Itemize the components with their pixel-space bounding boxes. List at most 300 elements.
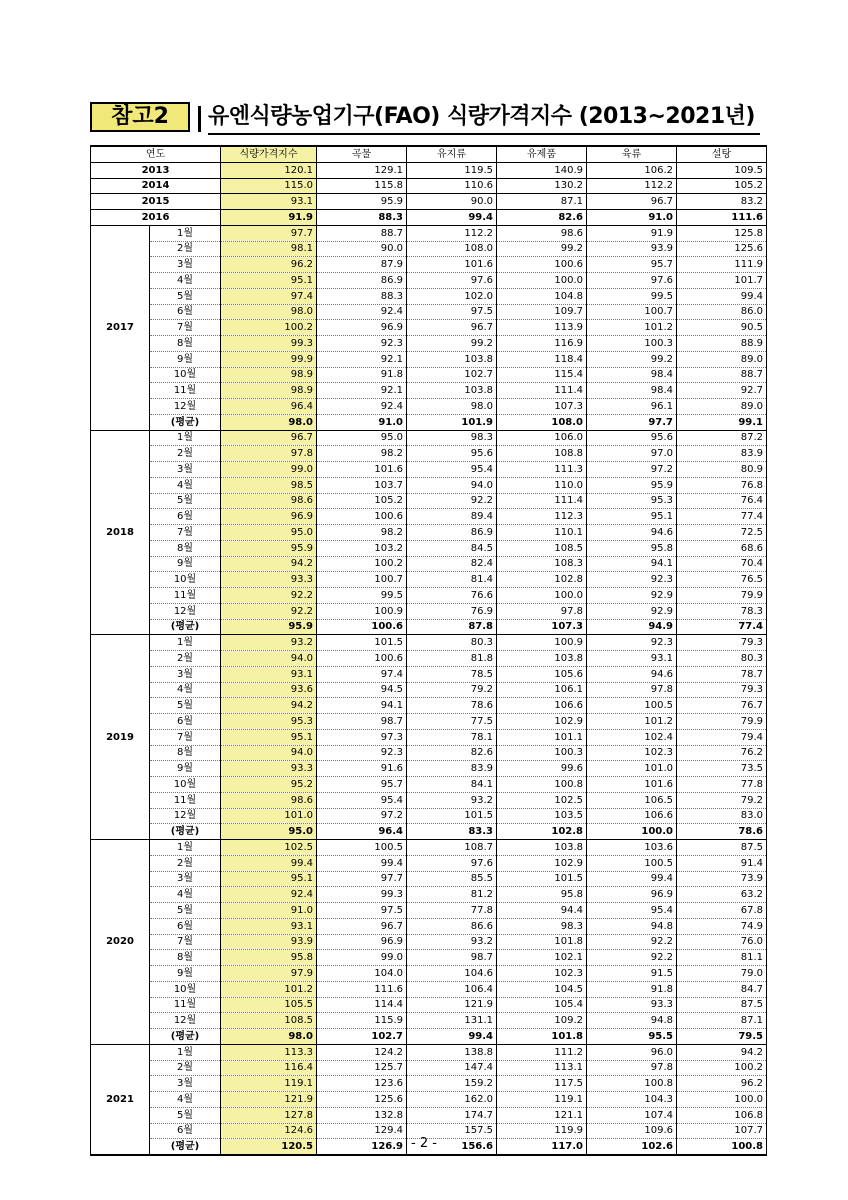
- table-cell: 101.6: [317, 462, 407, 478]
- table-cell: 105.2: [317, 493, 407, 509]
- table-cell: 95.1: [221, 871, 317, 887]
- table-cell: 108.5: [497, 540, 587, 556]
- table-cell: 94.8: [587, 1013, 677, 1029]
- table-cell: 100.8: [497, 777, 587, 793]
- table-cell: 76.5: [677, 572, 767, 588]
- table-cell: 80.3: [407, 635, 497, 651]
- table-row: [91, 950, 767, 966]
- table-cell: 99.4: [407, 1029, 497, 1045]
- table-cell: 102.3: [497, 966, 587, 982]
- month-cell: 11월: [150, 383, 221, 399]
- table-cell: 99.2: [587, 351, 677, 367]
- table-cell: 123.6: [317, 1076, 407, 1092]
- table-row: [91, 399, 767, 415]
- table-cell: 92.2: [587, 934, 677, 950]
- table-cell: 100.5: [587, 855, 677, 871]
- table-cell: 84.7: [677, 981, 767, 997]
- table-cell: 93.1: [587, 651, 677, 667]
- table-cell: 104.5: [497, 981, 587, 997]
- header-oils: 유지류: [407, 146, 497, 162]
- table-cell: 102.1: [497, 950, 587, 966]
- table-row: [91, 540, 767, 556]
- table-row: [91, 336, 767, 352]
- table-cell: 92.2: [587, 950, 677, 966]
- table-cell: 74.9: [677, 918, 767, 934]
- month-cell: 11월: [150, 588, 221, 604]
- table-cell: 93.1: [221, 194, 317, 210]
- page-number: - 2 -: [411, 1136, 437, 1151]
- table-cell: 103.8: [407, 351, 497, 367]
- table-cell: 76.8: [677, 477, 767, 493]
- table-cell: 107.7: [677, 1123, 767, 1139]
- table-row: [91, 729, 767, 745]
- table-cell: 120.5: [221, 1139, 317, 1155]
- table-row: [91, 257, 767, 273]
- table-row: [91, 918, 767, 934]
- table-cell: 98.6: [221, 792, 317, 808]
- table-cell: 100.9: [497, 635, 587, 651]
- table-cell: 100.2: [221, 320, 317, 336]
- month-cell: 12월: [150, 399, 221, 415]
- table-cell: 91.4: [677, 855, 767, 871]
- table-cell: 95.6: [587, 430, 677, 446]
- table-cell: 95.4: [407, 462, 497, 478]
- table-cell: 87.1: [497, 194, 587, 210]
- table-row: [91, 446, 767, 462]
- table-cell: 73.9: [677, 871, 767, 887]
- table-cell: 76.7: [677, 698, 767, 714]
- table-cell: 111.4: [497, 383, 587, 399]
- table-cell: 79.4: [677, 729, 767, 745]
- table-cell: 97.6: [407, 855, 497, 871]
- table-row: [91, 288, 767, 304]
- table-cell: 87.5: [677, 997, 767, 1013]
- table-cell: 77.8: [407, 903, 497, 919]
- header-cereals: 곡물: [317, 146, 407, 162]
- table-cell: 99.5: [317, 588, 407, 604]
- table-cell: 73.5: [677, 761, 767, 777]
- year-cell: 2017: [91, 225, 150, 430]
- month-cell: 8월: [150, 336, 221, 352]
- table-cell: 83.3: [407, 824, 497, 840]
- table-cell: 97.3: [317, 729, 407, 745]
- table-cell: 76.0: [677, 934, 767, 950]
- month-cell: 3월: [150, 257, 221, 273]
- table-cell: 92.2: [407, 493, 497, 509]
- month-cell: 8월: [150, 950, 221, 966]
- table-cell: 95.0: [317, 430, 407, 446]
- table-cell: 101.0: [221, 808, 317, 824]
- table-cell: 96.7: [221, 430, 317, 446]
- table-cell: 118.4: [497, 351, 587, 367]
- month-cell: 1월: [150, 1044, 221, 1060]
- table-cell: 70.4: [677, 556, 767, 572]
- title-text: 유엔식량농업기구(FAO) 식량가격지수 (2013~2021년): [208, 104, 755, 129]
- table-cell: 98.6: [497, 225, 587, 241]
- table-cell: 113.3: [221, 1044, 317, 1060]
- table-cell: 107.3: [497, 619, 587, 635]
- table-cell: 129.4: [317, 1123, 407, 1139]
- table-cell: 100.2: [317, 556, 407, 572]
- table-row: [91, 871, 767, 887]
- month-cell: 6월: [150, 918, 221, 934]
- table-row: [91, 556, 767, 572]
- table-row: [91, 304, 767, 320]
- table-cell: 95.4: [317, 792, 407, 808]
- table-cell: 130.2: [497, 178, 587, 194]
- table-cell: 115.0: [221, 178, 317, 194]
- table-cell: 101.5: [497, 871, 587, 887]
- table-cell: 94.4: [497, 903, 587, 919]
- table-cell: 113.1: [497, 1060, 587, 1076]
- table-row: [91, 367, 767, 383]
- table-cell: 88.7: [317, 225, 407, 241]
- month-cell: 3월: [150, 666, 221, 682]
- table-cell: 124.6: [221, 1123, 317, 1139]
- table-cell: 97.5: [317, 903, 407, 919]
- table-cell: 96.9: [317, 320, 407, 336]
- table-cell: 79.9: [677, 588, 767, 604]
- table-cell: 120.1: [221, 162, 317, 178]
- table-cell: 95.0: [221, 525, 317, 541]
- table-cell: 76.2: [677, 745, 767, 761]
- table-cell: 89.4: [407, 509, 497, 525]
- table-cell: 89.0: [677, 351, 767, 367]
- month-cell: 6월: [150, 509, 221, 525]
- table-cell: 82.6: [407, 745, 497, 761]
- table-cell: 99.4: [317, 855, 407, 871]
- table-cell: 95.9: [221, 540, 317, 556]
- month-cell: 1월: [150, 430, 221, 446]
- table-row: [91, 635, 767, 651]
- table-cell: 109.5: [677, 162, 767, 178]
- table-cell: 100.5: [587, 698, 677, 714]
- table-row-annual: [91, 178, 767, 194]
- month-cell: 4월: [150, 887, 221, 903]
- table-cell: 83.9: [407, 761, 497, 777]
- table-cell: 87.5: [677, 840, 767, 856]
- table-cell: 92.4: [317, 304, 407, 320]
- table-cell: 95.3: [221, 714, 317, 730]
- table-cell: 100.6: [497, 257, 587, 273]
- table-row: [91, 273, 767, 289]
- month-cell: 2월: [150, 241, 221, 257]
- table-cell: 106.2: [587, 162, 677, 178]
- table-cell: 87.2: [677, 430, 767, 446]
- table-cell: 116.9: [497, 336, 587, 352]
- table-cell: 79.3: [677, 682, 767, 698]
- table-cell: 125.6: [317, 1092, 407, 1108]
- table-cell: 101.0: [587, 761, 677, 777]
- table-cell: 104.6: [407, 966, 497, 982]
- table-cell: 94.8: [587, 918, 677, 934]
- food-price-index-table: [90, 145, 767, 1156]
- table-cell: 93.2: [407, 934, 497, 950]
- table-cell: 100.3: [587, 336, 677, 352]
- table-cell: 84.1: [407, 777, 497, 793]
- table-cell: 87.1: [677, 1013, 767, 1029]
- table-cell: 94.6: [587, 525, 677, 541]
- table-cell: 80.3: [677, 651, 767, 667]
- table-cell: 79.5: [677, 1029, 767, 1045]
- table-row: [91, 666, 767, 682]
- month-cell: 3월: [150, 462, 221, 478]
- average-label-cell: (평균): [150, 414, 221, 430]
- table-cell: 86.9: [407, 525, 497, 541]
- table-cell: 94.2: [221, 556, 317, 572]
- table-cell: 95.1: [221, 729, 317, 745]
- table-cell: 108.8: [497, 446, 587, 462]
- table-cell: 105.5: [221, 997, 317, 1013]
- month-cell: 10월: [150, 367, 221, 383]
- table-cell: 98.2: [317, 525, 407, 541]
- table-cell: 88.9: [677, 336, 767, 352]
- table-cell: 99.4: [587, 871, 677, 887]
- table-cell: 90.0: [407, 194, 497, 210]
- table-row: [91, 745, 767, 761]
- table-cell: 96.2: [677, 1076, 767, 1092]
- table-cell: 102.9: [497, 855, 587, 871]
- table-cell: 99.1: [677, 414, 767, 430]
- table-cell: 93.3: [587, 997, 677, 1013]
- table-cell: 98.2: [317, 446, 407, 462]
- table-cell: 102.7: [317, 1029, 407, 1045]
- table-cell: 96.4: [317, 824, 407, 840]
- table-row: [91, 1060, 767, 1076]
- month-cell: 2월: [150, 651, 221, 667]
- header-food-price-index: 식량가격지수: [221, 146, 317, 162]
- table-cell: 99.4: [221, 855, 317, 871]
- month-cell: 2월: [150, 855, 221, 871]
- average-label-cell: (평균): [150, 1029, 221, 1045]
- table-cell: 94.6: [587, 666, 677, 682]
- table-cell: 111.3: [497, 462, 587, 478]
- table-cell: 94.9: [587, 619, 677, 635]
- table-cell: 100.5: [317, 840, 407, 856]
- table-cell: 95.1: [221, 273, 317, 289]
- table-cell: 97.8: [587, 1060, 677, 1076]
- year-cell: 2014: [91, 178, 221, 194]
- table-cell: 67.8: [677, 903, 767, 919]
- table-cell: 98.4: [587, 367, 677, 383]
- average-label-cell: (평균): [150, 1139, 221, 1155]
- table-cell: 124.2: [317, 1044, 407, 1060]
- table-cell: 91.6: [317, 761, 407, 777]
- table-cell: 76.6: [407, 588, 497, 604]
- table-cell: 103.8: [497, 840, 587, 856]
- table-cell: 147.4: [407, 1060, 497, 1076]
- table-cell: 110.1: [497, 525, 587, 541]
- table-cell: 98.0: [407, 399, 497, 415]
- table-row: [91, 1107, 767, 1123]
- table-cell: 92.2: [221, 588, 317, 604]
- month-cell: 3월: [150, 871, 221, 887]
- month-cell: 7월: [150, 525, 221, 541]
- table-row: [91, 934, 767, 950]
- table-cell: 109.7: [497, 304, 587, 320]
- table-cell: 87.9: [317, 257, 407, 273]
- table-cell: 92.3: [587, 572, 677, 588]
- table-cell: 92.3: [317, 336, 407, 352]
- month-cell: 11월: [150, 997, 221, 1013]
- table-cell: 78.3: [677, 603, 767, 619]
- table-cell: 78.7: [677, 666, 767, 682]
- table-cell: 102.5: [221, 840, 317, 856]
- table-row: [91, 225, 767, 241]
- table-cell: 91.5: [587, 966, 677, 982]
- table-cell: 94.1: [317, 698, 407, 714]
- table-cell: 84.5: [407, 540, 497, 556]
- table-row-average: [91, 824, 767, 840]
- table-cell: 93.9: [587, 241, 677, 257]
- table-cell: 99.9: [221, 351, 317, 367]
- table-cell: 105.6: [497, 666, 587, 682]
- average-label-cell: (평균): [150, 824, 221, 840]
- table-cell: 100.0: [497, 273, 587, 289]
- table-cell: 81.2: [407, 887, 497, 903]
- table-cell: 91.0: [317, 414, 407, 430]
- table-cell: 96.9: [317, 934, 407, 950]
- table-row: [91, 855, 767, 871]
- table-cell: 88.3: [317, 288, 407, 304]
- month-cell: 2월: [150, 1060, 221, 1076]
- table-cell: 95.8: [497, 887, 587, 903]
- table-cell: 99.0: [221, 462, 317, 478]
- table-cell: 104.3: [587, 1092, 677, 1108]
- table-cell: 119.5: [407, 162, 497, 178]
- table-cell: 98.7: [407, 950, 497, 966]
- table-row: [91, 966, 767, 982]
- table-cell: 83.2: [677, 194, 767, 210]
- table-cell: 107.4: [587, 1107, 677, 1123]
- table-cell: 77.4: [677, 509, 767, 525]
- table-cell: 113.9: [497, 320, 587, 336]
- table-row: [91, 1092, 767, 1108]
- table-cell: 80.9: [677, 462, 767, 478]
- header-meat: 육류: [587, 146, 677, 162]
- year-cell: 2020: [91, 840, 150, 1045]
- table-row: [91, 509, 767, 525]
- table-row: [91, 761, 767, 777]
- table-cell: 98.0: [221, 1029, 317, 1045]
- table-cell: 156.6: [407, 1139, 497, 1155]
- table-cell: 108.0: [407, 241, 497, 257]
- table-cell: 108.5: [221, 1013, 317, 1029]
- title-underline: [208, 133, 760, 135]
- table-cell: 101.8: [497, 1029, 587, 1045]
- table-cell: 98.3: [497, 918, 587, 934]
- table-cell: 100.8: [587, 1076, 677, 1092]
- table-cell: 95.9: [587, 477, 677, 493]
- table-cell: 92.4: [317, 399, 407, 415]
- header-year: 연도: [91, 146, 221, 162]
- table-cell: 95.2: [221, 777, 317, 793]
- month-cell: 10월: [150, 981, 221, 997]
- month-cell: 4월: [150, 682, 221, 698]
- table-cell: 106.8: [677, 1107, 767, 1123]
- table-cell: 97.8: [587, 682, 677, 698]
- table-cell: 81.1: [677, 950, 767, 966]
- table-row: [91, 887, 767, 903]
- table-cell: 98.0: [221, 304, 317, 320]
- table-row: [91, 383, 767, 399]
- month-cell: 12월: [150, 603, 221, 619]
- table-cell: 102.3: [587, 745, 677, 761]
- table-row-average: [91, 1029, 767, 1045]
- table-cell: 116.4: [221, 1060, 317, 1076]
- table-cell: 96.2: [221, 257, 317, 273]
- table-cell: 121.9: [221, 1092, 317, 1108]
- table-cell: 119.9: [497, 1123, 587, 1139]
- table-cell: 99.4: [677, 288, 767, 304]
- table-cell: 90.0: [317, 241, 407, 257]
- table-row: [91, 698, 767, 714]
- month-cell: 4월: [150, 477, 221, 493]
- table-cell: 95.8: [221, 950, 317, 966]
- table-row-annual: [91, 162, 767, 178]
- table-row: [91, 651, 767, 667]
- table-cell: 94.2: [677, 1044, 767, 1060]
- table-row: [91, 320, 767, 336]
- table-cell: 81.4: [407, 572, 497, 588]
- table-cell: 101.5: [407, 808, 497, 824]
- table-cell: 119.1: [221, 1076, 317, 1092]
- table-row: [91, 351, 767, 367]
- table-cell: 111.6: [317, 981, 407, 997]
- month-cell: 5월: [150, 288, 221, 304]
- table-cell: 99.2: [497, 241, 587, 257]
- table-cell: 77.8: [677, 777, 767, 793]
- table-cell: 99.3: [221, 336, 317, 352]
- table-cell: 91.8: [587, 981, 677, 997]
- table-cell: 101.2: [221, 981, 317, 997]
- month-cell: 5월: [150, 698, 221, 714]
- table-row: [91, 477, 767, 493]
- table-cell: 78.1: [407, 729, 497, 745]
- table-cell: 98.7: [317, 714, 407, 730]
- table-cell: 79.2: [677, 792, 767, 808]
- table-cell: 91.0: [221, 903, 317, 919]
- table-cell: 100.6: [317, 509, 407, 525]
- header-dairy: 유제품: [497, 146, 587, 162]
- table-cell: 121.1: [497, 1107, 587, 1123]
- table-cell: 99.2: [407, 336, 497, 352]
- month-cell: 4월: [150, 273, 221, 289]
- month-cell: 6월: [150, 714, 221, 730]
- table-row: [91, 603, 767, 619]
- table-cell: 157.5: [407, 1123, 497, 1139]
- reference-label-box: 참고2: [90, 102, 190, 132]
- table-cell: 83.0: [677, 808, 767, 824]
- table-cell: 98.4: [587, 383, 677, 399]
- table-cell: 99.5: [587, 288, 677, 304]
- table-cell: 101.2: [587, 714, 677, 730]
- table-cell: 102.5: [497, 792, 587, 808]
- table-cell: 97.9: [221, 966, 317, 982]
- table-cell: 95.8: [587, 540, 677, 556]
- table-row: [91, 588, 767, 604]
- table-cell: 95.1: [587, 509, 677, 525]
- table-cell: 100.3: [497, 745, 587, 761]
- table-cell: 77.4: [677, 619, 767, 635]
- table-row: [91, 241, 767, 257]
- table-cell: 126.9: [317, 1139, 407, 1155]
- table-cell: 97.6: [587, 273, 677, 289]
- table-cell: 101.7: [677, 273, 767, 289]
- table-cell: 109.2: [497, 1013, 587, 1029]
- month-cell: 5월: [150, 1107, 221, 1123]
- table-cell: 114.4: [317, 997, 407, 1013]
